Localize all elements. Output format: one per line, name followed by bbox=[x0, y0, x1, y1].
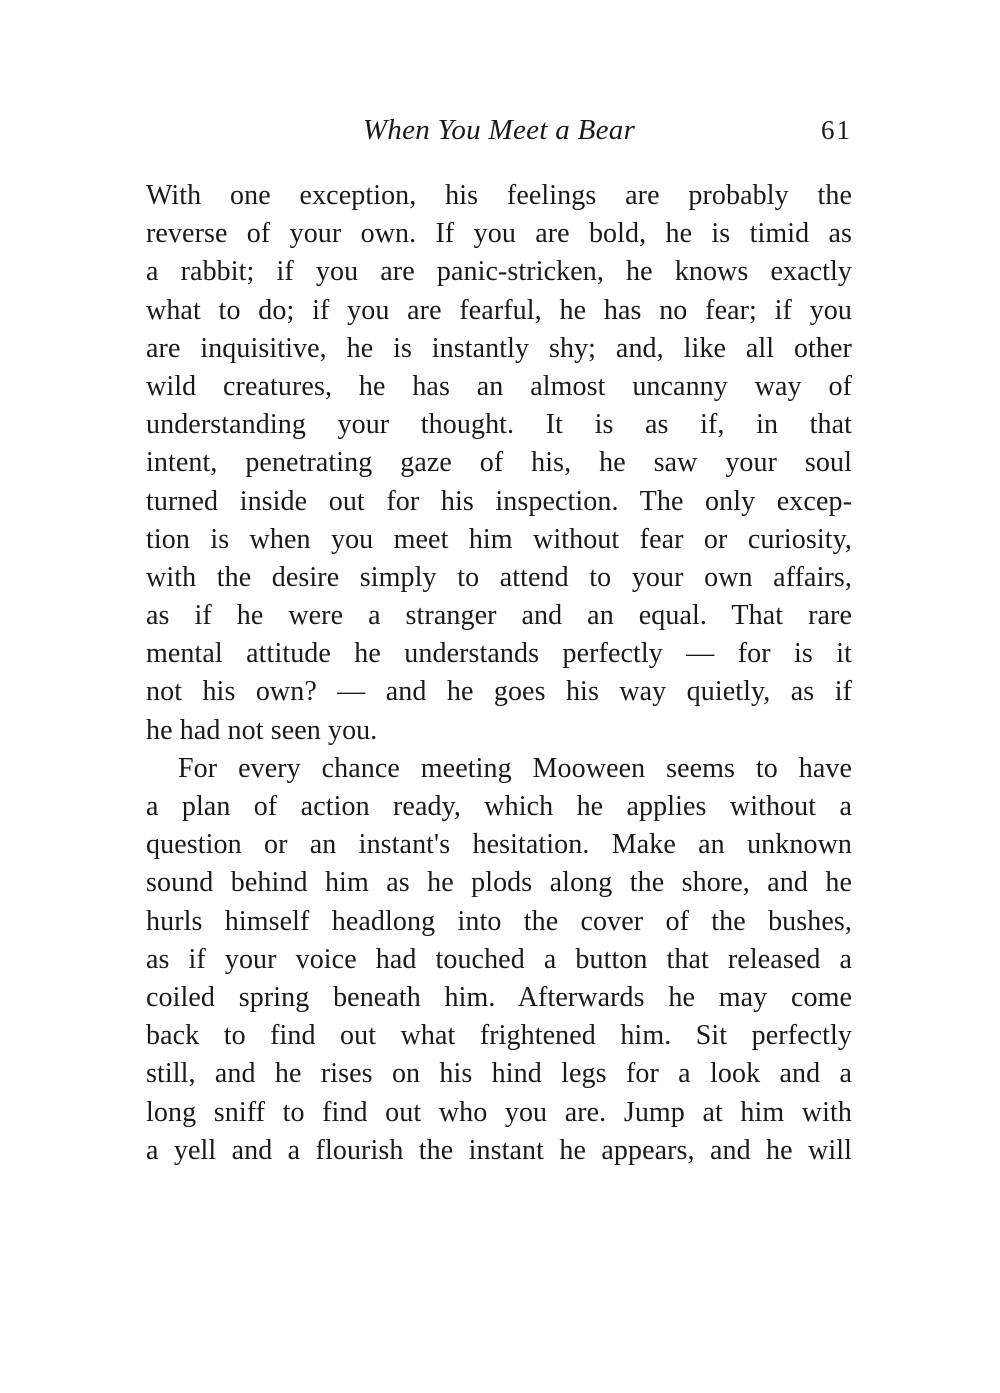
paragraph bbox=[146, 177, 852, 750]
text-line: sound behind him as he plods along the shore, and he bbox=[146, 867, 852, 899]
running-title: When You Meet a Bear bbox=[362, 114, 636, 146]
text-line: with the desire simply to attend to your own affairs, bbox=[146, 561, 852, 593]
paragraph bbox=[146, 750, 852, 1170]
text-line: long sniff to find out who you are. Jump at him with bbox=[146, 1096, 852, 1128]
text-line: back to find out what frightened him. Sit perfectly bbox=[146, 1020, 852, 1052]
text-line: not his own? — and he goes his way quietly, as if bbox=[146, 676, 852, 708]
text-line: what to do; if you are fearful, he has no fear; if you bbox=[146, 294, 852, 326]
text-line: tion is when you meet him without fear or curiosity, bbox=[146, 523, 852, 555]
text-line: a rabbit; if you are panic-stricken, he knows exactly bbox=[146, 256, 852, 288]
text-line: question or an instant's hesitation. Make an unknown bbox=[146, 829, 852, 861]
text-line: turned inside out for his inspection. The only excep- bbox=[146, 485, 852, 517]
text-line: he had not seen you. bbox=[146, 714, 378, 746]
text-line: reverse of your own. If you are bold, he is timid as bbox=[146, 218, 852, 250]
text-line: a plan of action ready, which he applies without a bbox=[146, 791, 852, 822]
text-line: understanding your thought. It is as if, in that bbox=[146, 409, 852, 441]
text-line: a yell and a flourish the instant he appears, and he will bbox=[146, 1134, 852, 1166]
text-line: coiled spring beneath him. Afterwards he may come bbox=[146, 981, 852, 1013]
text-line: as if your voice had touched a button that released a bbox=[146, 943, 852, 975]
running-head bbox=[146, 110, 852, 154]
text-line: With one exception, his feelings are probably the bbox=[146, 180, 852, 211]
text-line: mental attitude he understands perfectly — for is it bbox=[146, 638, 852, 670]
text-line: as if he were a stranger and an equal. That rare bbox=[146, 600, 852, 632]
body-text bbox=[146, 177, 852, 1170]
text-line: wild creatures, he has an almost uncanny way of bbox=[146, 370, 852, 402]
page-number: 61 bbox=[821, 115, 852, 145]
text-line: are inquisitive, he is instantly shy; and, like all other bbox=[146, 332, 852, 364]
text-line: hurls himself headlong into the cover of the bushes, bbox=[146, 905, 852, 937]
text-line: still, and he rises on his hind legs for a look and a bbox=[146, 1058, 852, 1090]
text-line: intent, penetrating gaze of his, he saw your soul bbox=[146, 447, 852, 479]
text-line: For every chance meeting Mooween seems to have bbox=[178, 752, 852, 784]
